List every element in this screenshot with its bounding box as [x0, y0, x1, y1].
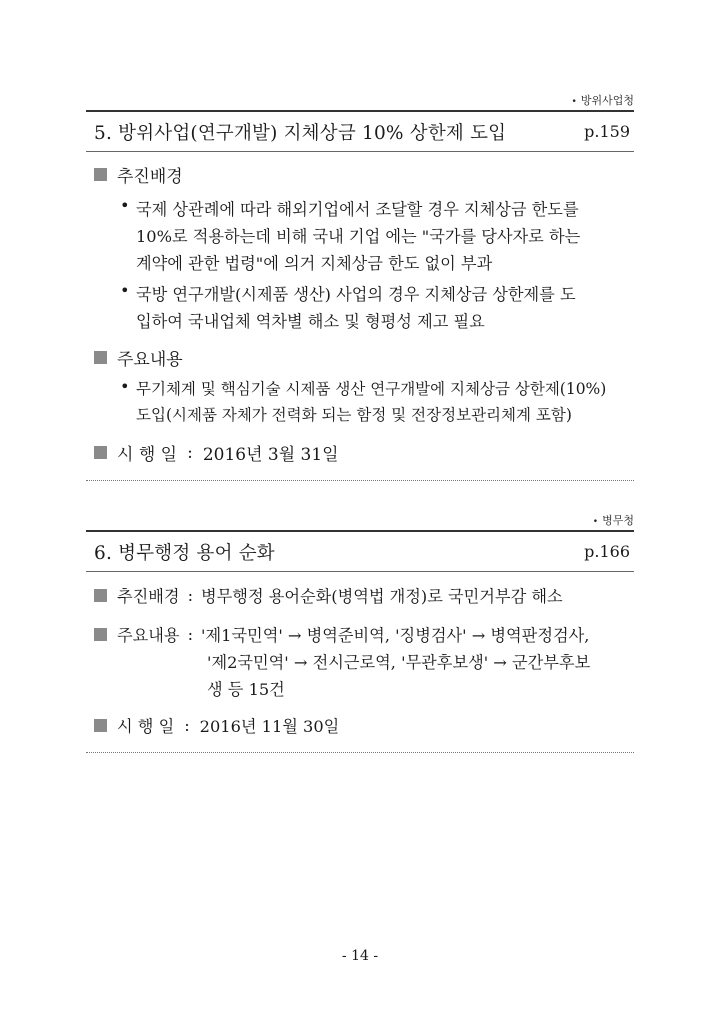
background-text: 국방 연구개발(시제품 생산) 사업의 경우 지체상금 상한제를 도 — [136, 285, 576, 304]
main-content-text: 도입(시제품 자체가 전력화 되는 함정 및 전장정보관리체계 포함) — [136, 406, 572, 424]
background-text: 계약에 관한 법령"에 의거 지체상금 한도 없이 부과 — [136, 254, 493, 273]
effective-date-row: 시 행 일 : 2016년 3월 31일 — [94, 440, 634, 465]
agency-label: • 방위사업청 — [571, 94, 634, 107]
page-reference: p.159 — [584, 122, 630, 141]
background-row: 추진배경 : 병무행정 용어순화(병역법 개정)로 국민거부감 해소 — [94, 583, 563, 607]
square-bullet-icon — [94, 168, 107, 181]
main-content-text: 생 등 15건 — [207, 680, 285, 699]
effective-date-value: 2016년 11월 30일 — [199, 717, 340, 736]
effective-date-block — [94, 440, 634, 465]
effective-date-row: 시 행 일 : 2016년 11월 30일 — [94, 713, 339, 737]
background-text: 입하여 국내업체 역차별 해소 및 형평성 제고 필요 — [136, 312, 485, 331]
section-title: 5. 방위사업(연구개발) 지체상금 10% 상한제 도입 — [94, 122, 507, 144]
section-title: 6. 병무행정 용어 순화 — [94, 542, 275, 564]
main-content-text: 무기체계 및 핵심기술 시제품 생산 연구개발에 지체상금 상한제(10%) — [136, 380, 607, 398]
effective-date-label: 시 행 일 — [117, 445, 178, 465]
effective-date-label: 시 행 일 — [117, 717, 175, 736]
bullet-marker: • — [120, 377, 130, 396]
background-text: 10%로 적용하는데 비해 국내 기업 에는 "국가를 당사자로 하는 — [136, 227, 581, 246]
square-bullet-icon — [94, 589, 107, 602]
section-divider — [86, 752, 634, 753]
section-divider — [86, 480, 634, 481]
section-title-bar — [86, 110, 634, 152]
effective-date-value: 2016년 3월 31일 — [202, 445, 339, 465]
square-bullet-icon — [94, 719, 107, 732]
page-number: - 14 - — [341, 948, 379, 964]
agency-name: 방위사업청 — [580, 94, 634, 107]
agency-name: 병무청 — [602, 514, 634, 527]
page-reference: p.166 — [584, 542, 630, 561]
background-text: 국제 상관례에 따라 해외기업에서 조달할 경우 지체상금 한도를 — [136, 200, 579, 219]
background-heading: 추진배경 — [94, 162, 634, 187]
square-bullet-icon — [94, 351, 107, 364]
main-content-block — [94, 345, 634, 424]
bullet-marker: • — [120, 281, 130, 300]
main-content-row: 주요내용 : '제1국민역' → 병역준비역, '징병검사' → 병역판정검사, — [94, 622, 589, 646]
square-bullet-icon — [94, 628, 107, 641]
section-title-bar — [86, 530, 634, 572]
square-bullet-icon — [94, 446, 107, 459]
main-content-heading: 주요내용 — [94, 345, 634, 370]
main-content-text: '제2국민역' → 전시근로역, '무관후보생' → 군간부후보 — [207, 653, 591, 672]
bullet-marker: • — [120, 196, 130, 215]
background-block — [94, 162, 634, 331]
agency-label: • 병무청 — [592, 514, 634, 527]
